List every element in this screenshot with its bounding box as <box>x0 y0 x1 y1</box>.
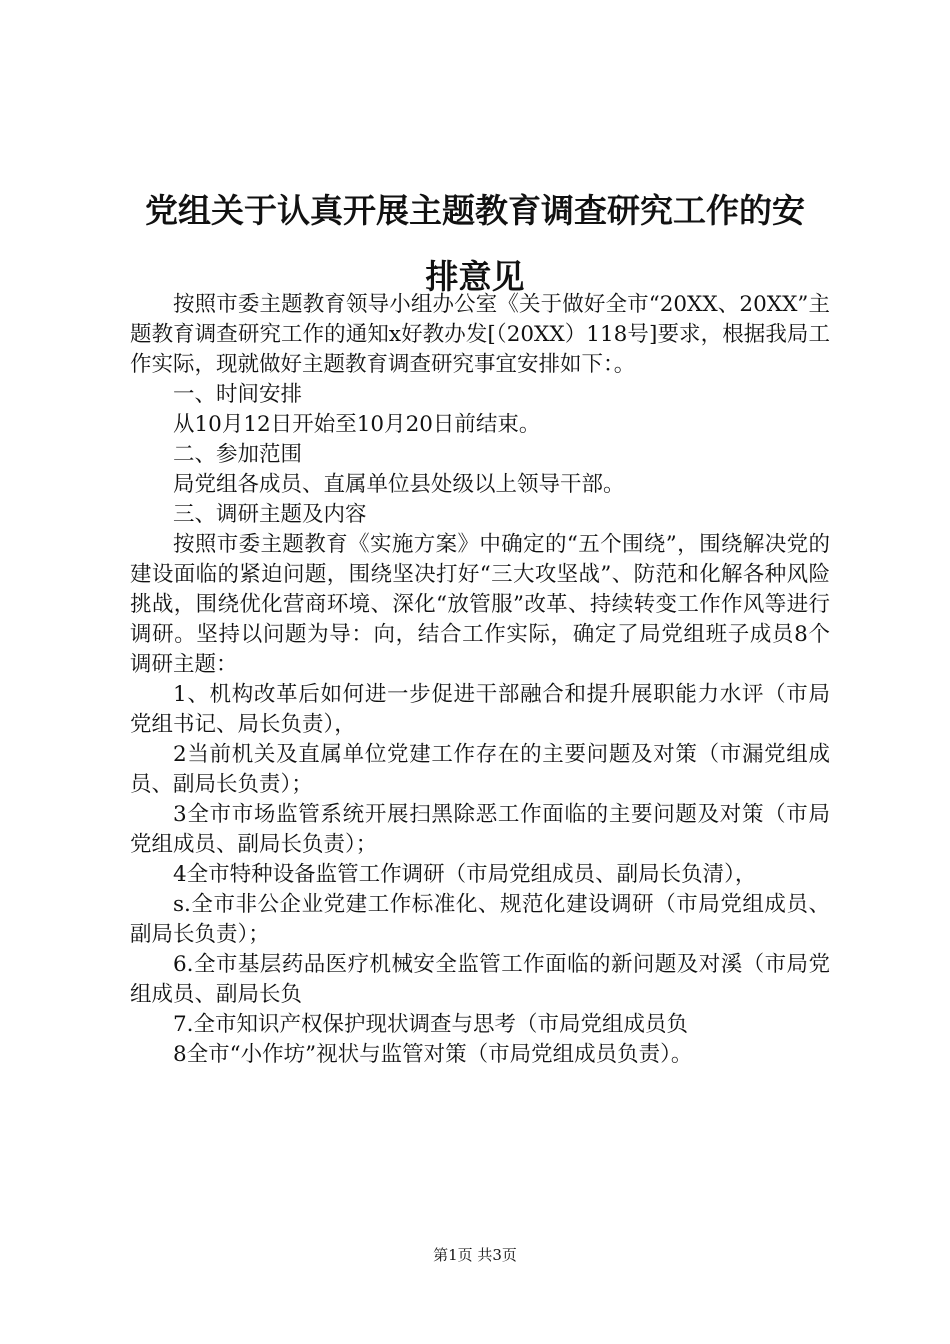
scope-text: 局党组各成员、直属单位县处级以上领导干部。 <box>173 472 625 497</box>
topic-item-4: 4全市特种设备监管工作调研（市局党组成员、副局长负清）， <box>173 862 757 887</box>
topic-item-3: 3全市市场监管系统开展扫黑除恶工作面临的主要问题及对策（市局党组成员、副局长负责）； <box>130 802 830 857</box>
topic-item-5: s.全市非公企业党建工作标准化、规范化建设调研（市局党组成员、副局长负责）； <box>130 892 830 947</box>
section-heading-scope: 二、参加范围 <box>173 442 303 467</box>
page-number: 第1页 共3页 <box>433 1246 517 1264</box>
topic-item-8: 8全市“小作坊”视状与监管对策（市局党组成员负责）。 <box>173 1042 693 1067</box>
title-line-2: 排意见 <box>425 257 525 296</box>
schedule-text: 从10月12日开始至10月20日前结束。 <box>173 412 541 437</box>
intro-paragraph: 按照市委主题教育领导小组办公室《关于做好全市“20XX、20XX”主题教育调查研究工作的通知x好教办发[（20XX）118号]要求，根据我局工作实际，现就做好主题教育调查研究事宜安排如下：。 <box>130 292 830 377</box>
document-body <box>130 290 830 1070</box>
section-heading-topics: 三、调研主题及内容 <box>173 502 367 527</box>
section-heading-schedule: 一、时间安排 <box>173 382 303 407</box>
topics-intro-paragraph: 按照市委主题教育《实施方案》中确定的“五个围绕”，围绕解决党的建设面临的紧迫问题，围绕坚决打好“三大攻坚战”、防范和化解各种风险挑战，围绕优化营商环境、深化“放管服”改革、持续转变工作作风等进行调研。坚持以问题为导：向，结合工作实际，确定了局党组班子成员8个调研主题： <box>130 532 830 677</box>
title-line-1: 党组关于认真开展主题教育调查研究工作的安 <box>145 191 805 230</box>
page-footer <box>0 1245 950 1265</box>
topic-item-1: 1、机构改革后如何进一步促进干部融合和提升展职能力水评（市局党组书记、局长负责）， <box>130 682 830 737</box>
topic-item-7: 7.全市知识产权保护现状调查与思考（市局党组成员负 <box>173 1012 689 1037</box>
topic-item-6: 6.全市基层药品医疗机械安全监管工作面临的新问题及对溪（市局党组成员、副局长负 <box>130 952 830 1007</box>
topic-item-2: 2当前机关及直属单位党建工作存在的主要问题及对策（市漏党组成员、副局长负责）； <box>130 742 830 797</box>
